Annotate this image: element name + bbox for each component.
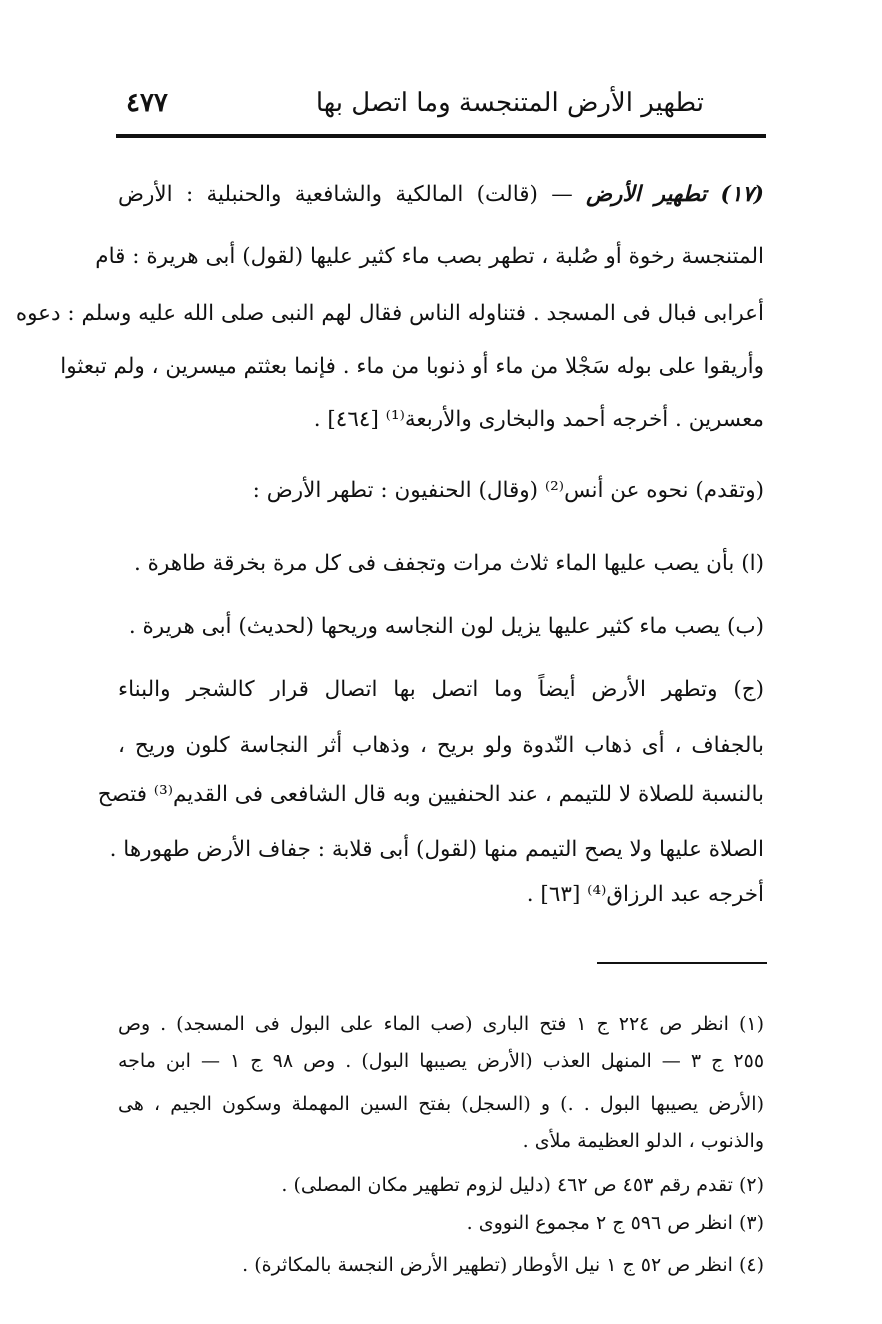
body-line: بالجفاف ، أى ذهاب النّدوة ولو بريح ، وذهاب أثر النجاسة كلون وريح ،	[118, 733, 764, 758]
body-line	[118, 178, 764, 212]
footnote-line: (٤) انظر ص ٥٢ ج ١ نيل الأوطار (تطهير الأرض النجسة بالمكاثرة) .	[242, 1254, 764, 1276]
body-line: أخرجه عبد الرزاق⁽⁴⁾ [٦٣] .	[526, 882, 764, 907]
body-line: الصلاة عليها ولا يصح التيمم منها (لقول) أبى قلابة : جفاف الأرض طهورها .	[109, 837, 764, 862]
running-title: تطهير الأرض المتنجسة وما اتصل بها	[315, 88, 704, 118]
page-number: ٤٧٧	[126, 88, 168, 118]
header-rule	[116, 134, 766, 138]
body-line: (ج) وتطهر الأرض أيضاً وما اتصل بها اتصال قرار كالشجر والبناء	[118, 677, 764, 702]
body-line: بالنسبة للصلاة لا للتيمم ، عند الحنفيين وبه قال الشافعى فى القديم⁽³⁾ فتصح	[97, 782, 764, 807]
body-line: وأريقوا على بوله سَجْلا من ماء أو ذنوبا من ماء . فإنما بعثتم ميسرين ، ولم تبعثوا	[60, 354, 764, 379]
footnote-line: (١) انظر ص ٢٢٤ ج ١ فتح البارى (صب الماء على البول فى المسجد) . وص	[118, 1013, 764, 1035]
footnote-line: ٢٥٥ ج ٣ — المنهل العذب (الأرض يصيبها البول) . وص ٩٨ ج ١ — ابن ماجه	[118, 1050, 765, 1072]
body-text: — (قالت) المالكية والشافعية والحنبلية : الأرض	[118, 182, 587, 207]
body-line: (ب) يصب ماء كثير عليها يزيل لون النجاسه وريحها (لحديث) أبى هريرة .	[128, 614, 764, 639]
section-heading: (١٧) تطهير الأرض	[586, 182, 764, 207]
body-line: أعرابى فبال فى المسجد . فتناوله الناس فقال لهم النبى صلى الله عليه وسلم : دعوه	[15, 301, 764, 326]
body-line: معسرين . أخرجه أحمد والبخارى والأربعة⁽¹⁾ [٤٦٤] .	[313, 407, 764, 432]
body-line: (وتقدم) نحوه عن أنس⁽²⁾ (وقال) الحنفيون : تطهر الأرض :	[252, 478, 764, 503]
footnote-line: والذنوب ، الدلو العظيمة ملأى .	[522, 1130, 764, 1152]
footnote-line: (الأرض يصيبها البول . .) و (السجل) بفتح السين المهملة وسكون الجيم ، هى	[118, 1093, 764, 1115]
footnote-line: (٢) تقدم رقم ٤٥٣ ص ٤٦٢ (دليل لزوم تطهير مكان المصلى) .	[281, 1174, 764, 1196]
footnote-rule	[597, 962, 767, 964]
footnote-line: (٣) انظر ص ٥٩٦ ج ٢ مجموع النووى .	[466, 1212, 764, 1234]
body-line: المتنجسة رخوة أو صُلبة ، تطهر بصب ماء كثير عليها (لقول) أبى هريرة : قام	[95, 244, 764, 269]
body-line: (ا) بأن يصب عليها الماء ثلاث مرات وتجفف فى كل مرة بخرقة طاهرة .	[133, 551, 764, 576]
running-head	[118, 82, 764, 126]
